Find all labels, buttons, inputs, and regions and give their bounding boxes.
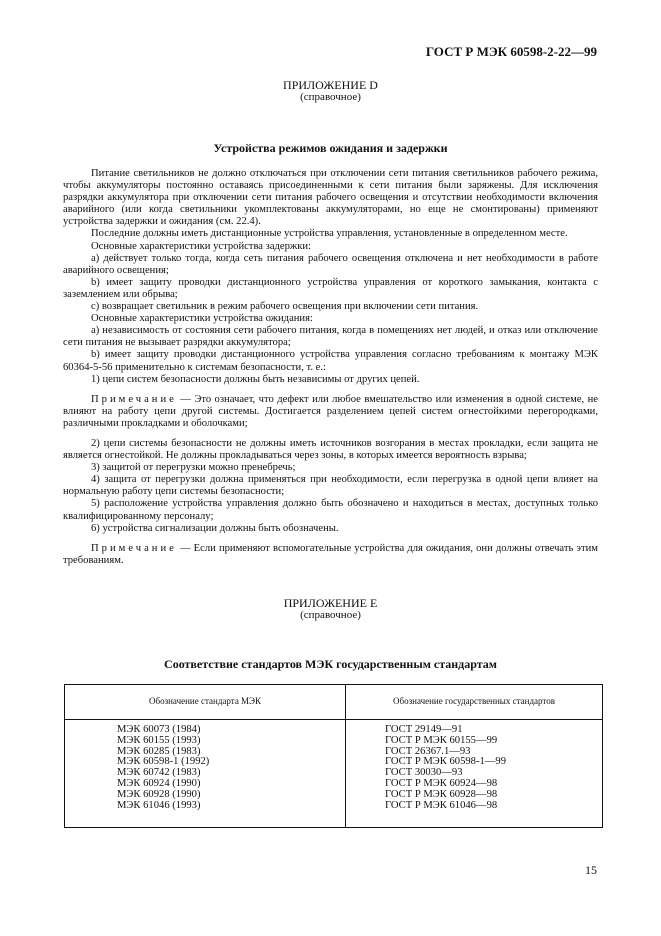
table-cell: ГОСТ Р МЭК 60928—98 [385,788,498,800]
appendix-d-title: ПРИЛОЖЕНИЕ D [283,78,378,92]
table-cell: МЭК 61046 (1993) [117,799,201,811]
document-code-header: ГОСТ Р МЭК 60598-2-22—99 [425,44,597,59]
list-item: b) имеет защиту проводки дистанционного устройства управления от короткого замыкания, контакта с заземлением или обрыва; [63,276,598,300]
list-item: 1) цепи систем безопасности должны быть независимы от других цепей. [91,373,420,385]
iec-column [117,725,209,811]
appendix-d-heading: Устройства режимов ожидания и задержки [213,141,448,155]
table-cell: ГОСТ Р МЭК 60155—99 [385,734,498,746]
page-number: 15 [585,863,597,877]
column-divider [345,685,346,827]
list-item: 6) устройства сигнализации должны быть обозначены. [91,522,339,534]
table-cell: МЭК 60285 (1983) [117,745,201,757]
standards-table [64,684,603,828]
note-label: Примечание [91,393,177,405]
paragraph: Питание светильников не должно отключаться при отключении сети питания светильников рабочего режима, чтобы аккумуляторы постоянно оставаясь присоединенными к сети питания были заряжены. Для исключения разрядки аккумулятора при отключении сети питания рабочего освещения и отсутствии необходимости включения аварийного (или когда светильники укомплектованы аккумуляторами, но еще не смонтированы) применяют устройства задержки и ожидания (см. 22.4). [63,168,598,228]
table-cell: ГОСТ 29149—91 [385,724,463,735]
table-cell: ГОСТ Р МЭК 61046—98 [385,799,498,811]
paragraph: Основные характеристики устройства ожидания: [91,313,313,325]
appendix-e-title: ПРИЛОЖЕНИЕ E [283,596,378,610]
table-cell: ГОСТ Р МЭК 60924—98 [385,777,498,789]
list-item: 5) расположение устройства управления должно быть обозначено и находиться в местах, доступных только квалифицированному персоналу; [63,498,598,522]
note-label: Примечание [91,542,177,554]
table-cell: МЭК 60155 (1993) [117,734,201,746]
table-cell: ГОСТ Р МЭК 60598-1—99 [385,756,506,768]
table-cell: МЭК 60924 (1990) [117,777,201,789]
table-cell: МЭК 60742 (1983) [117,767,201,779]
table-cell: МЭК 60598-1 (1992) [117,756,210,768]
list-item: 4) защита от перегрузки должна применяться при необходимости, если перегрузка в одной цепи влияет на нормальную работу цепи системы безопасности; [63,474,598,498]
note [63,394,598,430]
paragraph: Основные характеристики устройства задержки: [91,240,312,252]
list-item: с) возвращает светильник в режим рабочего освещения при включении сети питания. [91,301,479,313]
appendix-d-subtitle: (справочное) [300,91,361,103]
table-header-row [65,685,602,720]
paragraph: Последние должны иметь дистанционные устройства управления, установленные в определенном месте. [91,228,568,240]
column-header-gost: Обозначение государственных стандартов [393,696,555,706]
list-item: 2) цепи системы безопасности не должны иметь источников возгорания в местах прокладки, если защита не является огнестойкой. Не должны прокладываться через зоны, в которых имеется вероятность взрыва; [63,437,598,462]
list-item: а) независимость от состояния сети рабочего питания, когда в помещениях нет людей, и отказ или отключение сети питания не вызывает разрядки аккумулятора; [63,325,598,349]
appendix-e-heading: Соответствие стандартов МЭК государственным стандартам [164,657,497,671]
appendix-d-body [63,168,598,567]
table-cell: ГОСТ 30030—93 [385,767,463,779]
list-item: b) имеет защиту проводки дистанционного устройства управления согласно требованиям к монтажу МЭК 60364-5-56 применительно к системам безопасности, т. е.: [63,349,598,373]
note-text: — Это означает, что дефект или любое вмешательство или изменения в одной системе, не влияют на работу цепи другой системы. Достигается разделением цепей систем огнестойкими перегородками, различными прокладками и оболочками; [63,393,598,429]
list-item: а) действует только тогда, когда сеть питания рабочего освещения отключена и нет необходимости в работе аварийного освещения; [63,252,598,276]
table-cell: ГОСТ 26367.1—93 [385,745,471,757]
appendix-e-subtitle: (справочное) [300,609,361,621]
table-cell: МЭК 60073 (1984) [117,724,201,735]
gost-column [385,725,506,811]
note [63,543,598,567]
list-item: 3) защитой от перегрузки можно пренебречь; [91,462,296,474]
column-header-iec: Обозначение стандарта МЭК [148,696,262,706]
note-text: — Если применяют вспомогательные устройства для ожидания, они должны отвечать этим требованиям. [63,542,598,566]
table-cell: МЭК 60928 (1990) [117,788,201,800]
